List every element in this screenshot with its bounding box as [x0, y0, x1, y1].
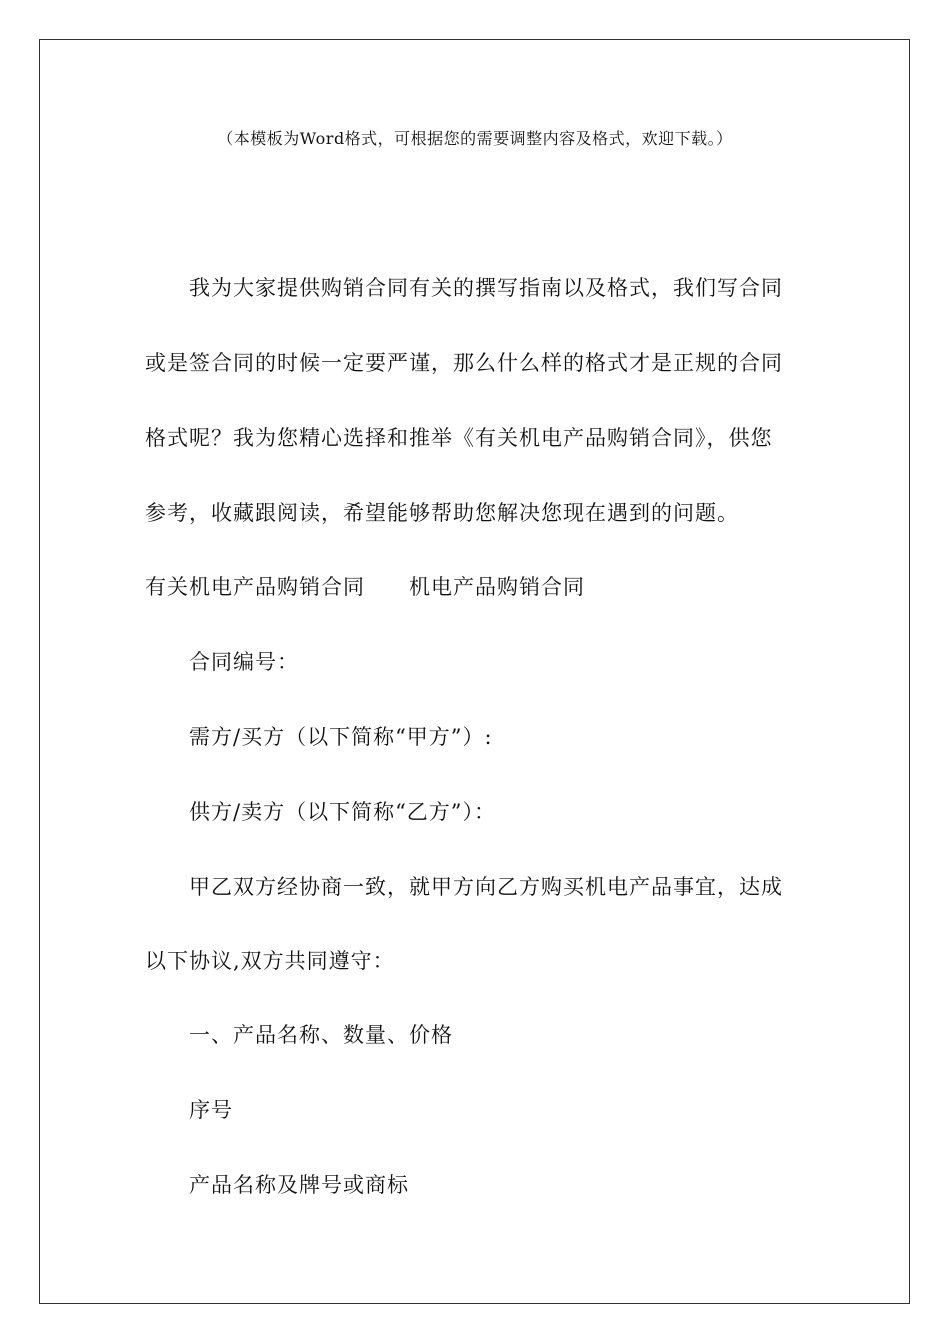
- intro-line-4: 参考，收藏跟阅读，希望能够帮助您解决您现在遇到的问题。: [145, 501, 739, 525]
- document-heading: 有关机电产品购销合同 机电产品购销合同: [145, 575, 585, 599]
- intro-line-3: 格式呢？我为您精心选择和推举《有关机电产品购销合同》，供您: [145, 426, 773, 450]
- agreement-line-1: 甲乙双方经协商一致，就甲方向乙方购买机电产品事宜，达成: [189, 875, 783, 899]
- intro-line-2: 或是签合同的时候一定要严谨，那么什么样的格式才是正规的合同: [145, 351, 783, 375]
- field-product-name: 产品名称及牌号或商标: [189, 1173, 409, 1197]
- section-1-heading: 一、产品名称、数量、价格: [189, 1023, 453, 1047]
- intro-line-1: 我为大家提供购销合同有关的撰写指南以及格式，我们写合同: [189, 276, 783, 300]
- field-serial-number: 序号: [189, 1098, 233, 1122]
- template-note: （本模板为Word格式，可根据您的需要调整内容及格式，欢迎下载。）: [217, 129, 733, 148]
- contract-number-label: 合同编号：: [189, 650, 299, 674]
- page-border: [39, 39, 910, 1304]
- buyer-label: 需方/买方（以下简称“甲方”）:: [189, 725, 493, 749]
- seller-label: 供方/卖方（以下简称“乙方”）：: [189, 800, 497, 824]
- agreement-line-2: 以下协议,双方共同遵守：: [145, 949, 395, 973]
